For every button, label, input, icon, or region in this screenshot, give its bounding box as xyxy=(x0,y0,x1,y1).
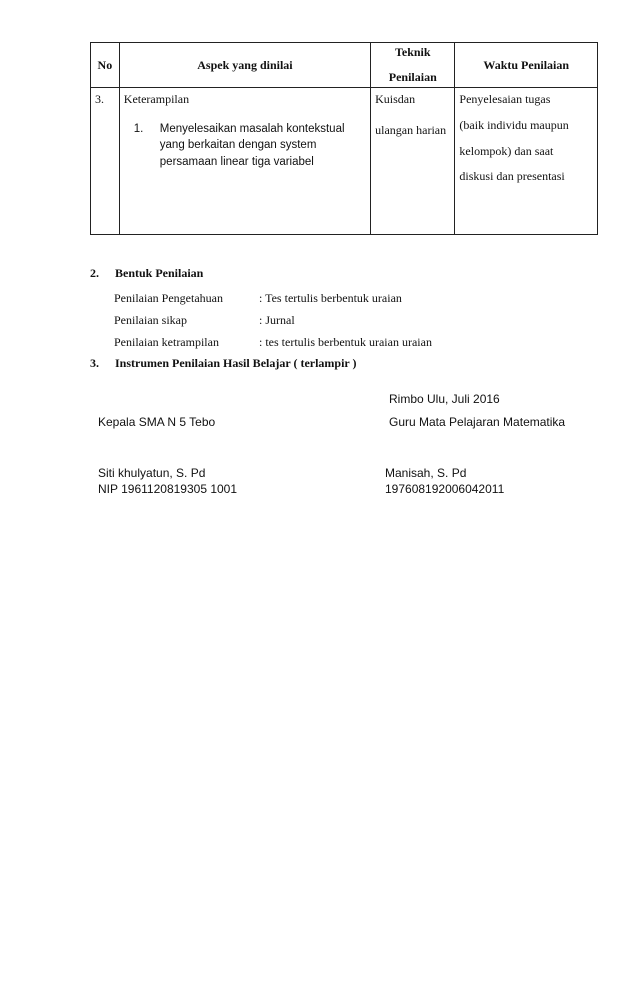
section-2-heading xyxy=(90,266,203,281)
assessment-form-row xyxy=(114,291,402,306)
left-signatory-name: Siti khulyatun, S. Pd xyxy=(98,466,206,480)
header-teknik-line2: Penilaian xyxy=(388,70,437,84)
right-signatory-role: Guru Mata Pelajaran Matematika xyxy=(389,415,566,429)
section-3-heading xyxy=(90,356,357,371)
left-signatory-role: Kepala SMA N 5 Tebo xyxy=(98,415,216,429)
cell-teknik xyxy=(371,88,455,235)
aspek-item-line: yang berkaitan dengan system xyxy=(159,139,317,152)
place-date: Rimbo Ulu, Juli 2016 xyxy=(389,392,500,406)
waktu-line: kelompok) dan saat xyxy=(459,143,554,158)
form-label: Penilaian Pengetahuan xyxy=(114,291,223,305)
form-value: : tes tertulis berbentuk uraian uraian xyxy=(259,335,432,349)
section-3-title: Instrumen Penilaian Hasil Belajar ( terlampir ) xyxy=(115,356,357,370)
cell-waktu xyxy=(455,88,598,235)
header-aspek: Aspek yang dinilai xyxy=(119,43,370,88)
header-no: No xyxy=(91,43,120,88)
aspek-item-line: persamaan linear tiga variabel xyxy=(159,156,314,169)
form-label: Penilaian sikap xyxy=(114,313,187,327)
right-signatory-name: Manisah, S. Pd xyxy=(385,466,467,480)
header-teknik xyxy=(371,43,455,88)
section-2-title: Bentuk Penilaian xyxy=(115,266,204,280)
right-signatory-nip: 197608192006042011 xyxy=(385,482,505,496)
waktu-line: diskusi dan presentasi xyxy=(459,169,565,184)
form-label: Penilaian ketrampilan xyxy=(114,335,219,349)
aspek-item-number: 1. xyxy=(133,122,144,135)
waktu-line: (baik individu maupun xyxy=(459,117,569,132)
left-signatory-nip: NIP 1961120819305 1001 xyxy=(98,482,238,496)
aspek-title: Keterampilan xyxy=(123,92,190,106)
aspek-item-line: Menyelesaikan masalah kontekstual xyxy=(159,122,345,135)
cell-no: 3. xyxy=(91,88,120,235)
teknik-line: Kuisdan xyxy=(375,92,416,106)
form-value: : Tes tertulis berbentuk uraian xyxy=(259,291,402,305)
aspek-item xyxy=(124,121,366,171)
header-waktu: Waktu Penilaian xyxy=(455,43,598,88)
teknik-line: ulangan harian xyxy=(375,122,447,137)
header-teknik-line1: Teknik xyxy=(394,45,431,59)
assessment-form-row xyxy=(114,313,295,328)
section-2-number: 2. xyxy=(90,266,99,280)
waktu-line: Penyelesaian tugas xyxy=(459,92,551,106)
assessment-table xyxy=(90,42,598,235)
table-header-row xyxy=(91,43,598,88)
form-value: : Jurnal xyxy=(259,313,295,327)
assessment-form-row xyxy=(114,335,432,350)
table-row xyxy=(91,88,598,235)
cell-aspek xyxy=(119,88,370,235)
section-3-number: 3. xyxy=(90,356,99,370)
